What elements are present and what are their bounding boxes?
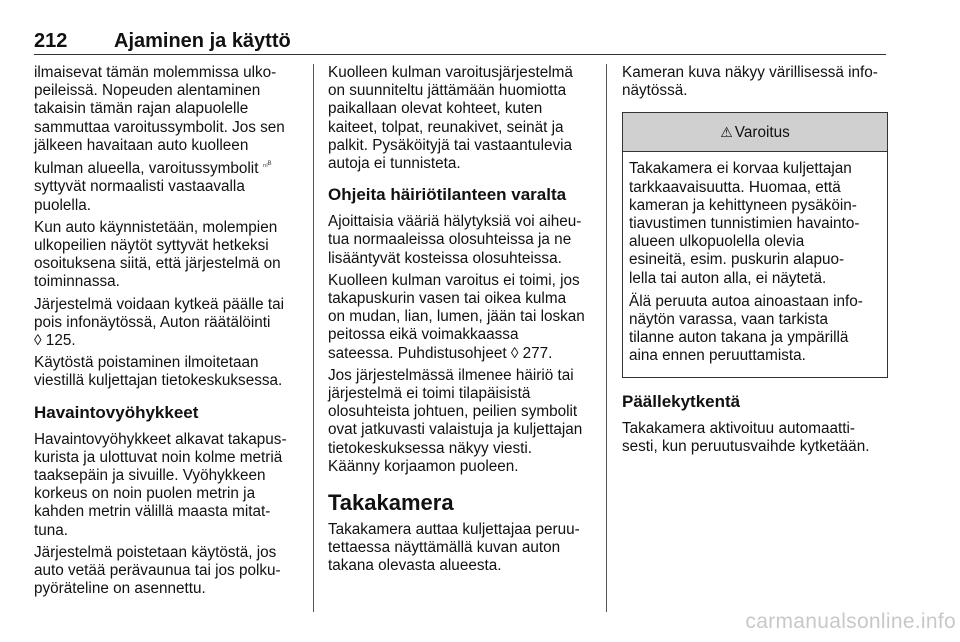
watermark: carmanualsonline.info xyxy=(745,610,956,633)
warning-title: Varoitus xyxy=(734,124,790,142)
page-reference-link[interactable]: ◊ 125. xyxy=(34,331,76,349)
paragraph-camera-intro: Takakamera auttaa kuljettajaa peruu- tettaessa näyttämällä kuvan auton takana olevasta alueesta. xyxy=(328,521,580,575)
heading-detection-zones: Havaintovyöhykkeet xyxy=(34,402,199,422)
page-number: 212 xyxy=(34,30,68,52)
paragraph-activation: Takakamera aktivoituu automaatti- sesti, kun peruutusvaihde kytketään. xyxy=(622,419,870,455)
warning-box xyxy=(622,112,888,377)
column-right xyxy=(622,64,888,460)
heading-activation: Päällekytkentä xyxy=(622,391,741,411)
paragraph-camera-display: Kameran kuva näkyy värillisessä info- näytössä. xyxy=(622,64,878,100)
column-divider xyxy=(606,64,607,612)
paragraph-warning-symbols: ilmaisevat tämän molemmissa ulko- peileissä. Nopeuden alentaminen takaisin tämän rajan alapuolelle sammuttaa varoitussymbolit. Jos sen jälkeen havaitaan auto kuolleen kulman alueella, varoitussymbolit $^{_{nl}ᴮ}$ syttyvät normaalisti vastaavalla puolella. xyxy=(34,64,285,214)
page-reference-link[interactable]: sateessa. Puhdistusohjeet ◊ 277. xyxy=(328,344,553,362)
warning-body xyxy=(623,152,887,376)
warning-paragraph: Älä peruuta autoa ainoastaan info- näytön varassa, vaan tarkista tilanne auton takana ja ympärillä aina ennen peruuttamista. xyxy=(629,292,863,365)
heading-fault-instructions: Ohjeita häiriötilanteen varalta xyxy=(328,185,567,205)
paragraph-startup: Kun auto käynnistetään, molempien ulkopeilien näytöt syttyvät hetkeksi osoituksena siitä, että järjestelmä on toiminnassa. xyxy=(34,218,281,291)
paragraph-zones: Havaintovyöhykkeet alkavat takapus- kurista ja ulottuvat noin kolme metriä taaksepäin ja sivuille. Vyöhykkeen korkeus on noin puolen metrin ja kahden metrin välillä maasta mitat- tuna. xyxy=(34,430,287,539)
heading-rear-camera: Takakamera xyxy=(328,490,454,516)
warning-icon: ⚠ xyxy=(720,124,733,141)
column-divider xyxy=(313,64,314,612)
column-middle xyxy=(328,64,592,580)
warning-paragraph: Takakamera ei korvaa kuljettajan tarkkaavaisuutta. Huomaa, että kameran ja kehittyneen pysäköin- tiavustimen tunnistimien havainto- alueen ulkopuolella olevia esineitä, esim. puskurin alapuo- lella tai auton alla, ei näytetä. xyxy=(629,160,860,287)
paragraph-deactivation: Käytöstä poistaminen ilmoitetaan viestillä kuljettajan tietokeskuksessa. xyxy=(34,354,283,390)
paragraph-false-alarms: Ajoittaisia vääriä hälytyksiä voi aiheu- tua normaaleissa olosuhteissa ja ne lisääntyvät kosteissa olosuhteissa. xyxy=(328,213,582,267)
column-left xyxy=(34,64,300,602)
paragraph-trailer: Järjestelmä poistetaan käytöstä, jos auto vetää perävaunua tai jos polku- pyöräteline on asennettu. xyxy=(34,543,281,598)
paragraph-dirty-sensors: Kuolleen kulman varoitus ei toimi, jos takapuskurin vasen tai oikea kulma on mudan, lian, lumen, jään tai loskan peitossa eikä voimakkaassa sateessa. Puhdistusohjeet ◊ 277. xyxy=(328,272,592,363)
paragraph-toggle: Järjestelmä voidaan kytkeä päälle tai pois infonäytössä, Auton räätälöinti ◊ 125. xyxy=(34,296,300,351)
paragraph-stationary-objects: Kuolleen kulman varoitusjärjestelmä on suunniteltu jättämään huomiotta paikallaan olevat kohteet, kuten kaiteet, tolpat, reunakivet, seinät ja palkit. Pysäköityjä tai vastaantulevia autoja ei tunnisteta. xyxy=(328,64,573,173)
warning-header xyxy=(623,113,887,152)
page-header xyxy=(34,30,886,55)
blind-spot-icon: ₙₗᴮ xyxy=(262,159,272,170)
paragraph-system-fault: Jos järjestelmässä ilmenee häiriö tai järjestelmä ei toimi tilapäisistä olosuhteista johtuen, peilien symbolit ovat jatkuvasti valaistuja ja kuljettajan tietokeskuksessa näkyy viesti. Käänny korjaamon puoleen. xyxy=(328,366,583,475)
page-title: Ajaminen ja käyttö xyxy=(114,30,291,52)
